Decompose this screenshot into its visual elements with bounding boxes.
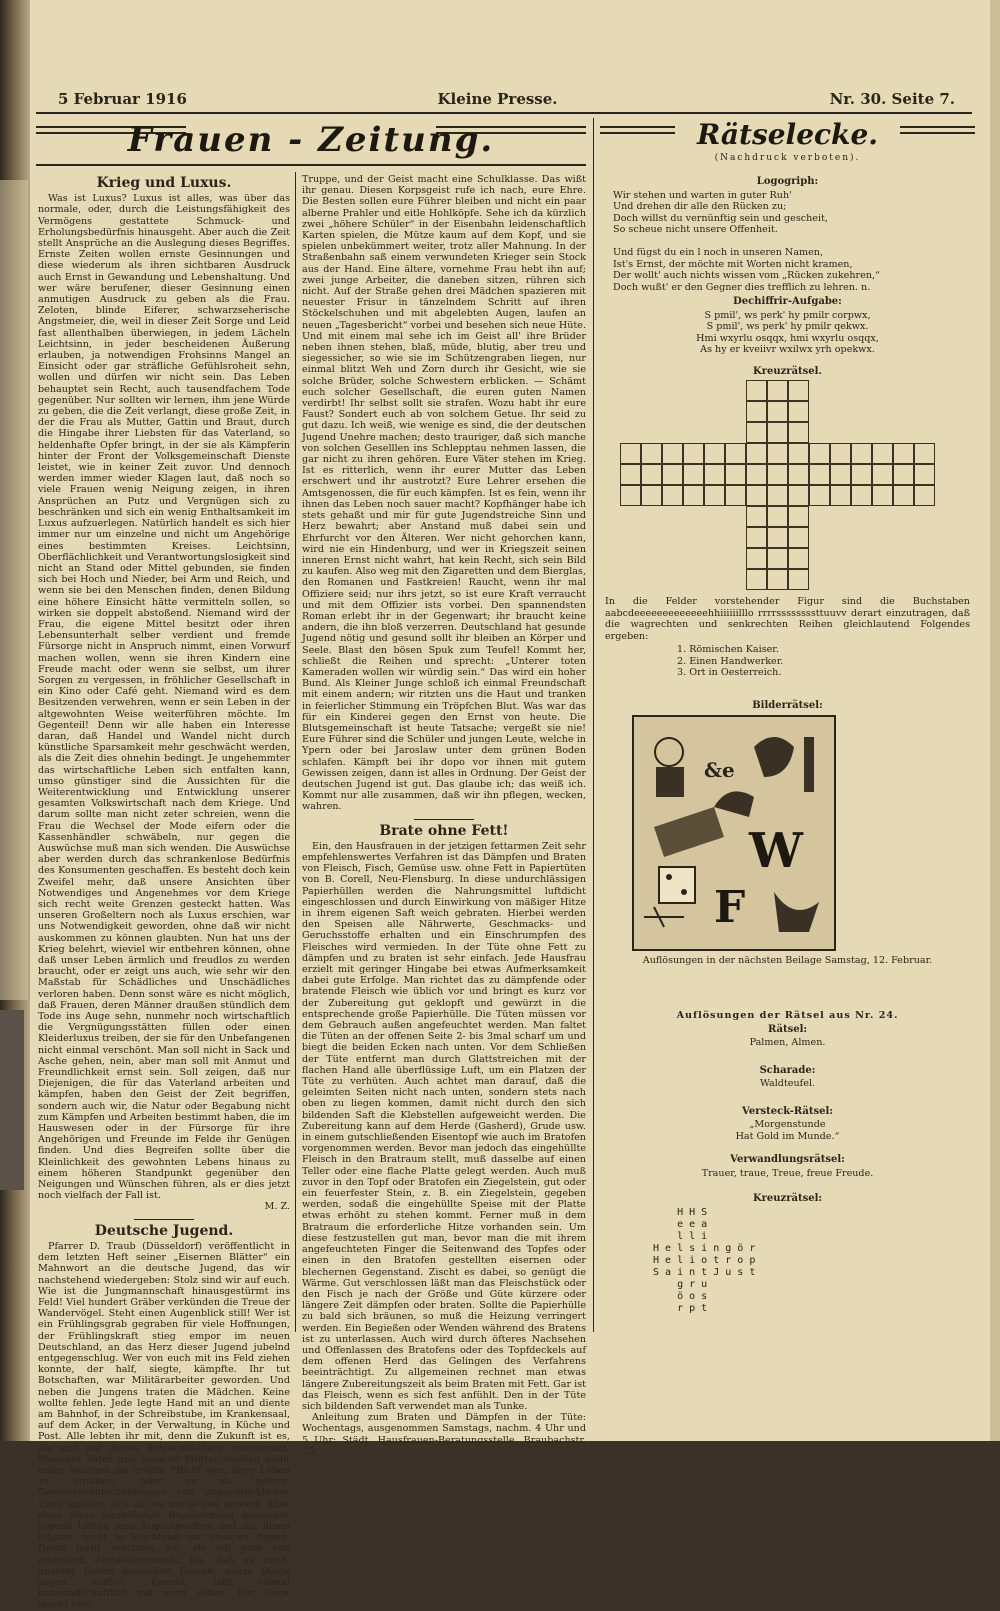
kreuz-cell[interactable]	[641, 464, 662, 485]
kreuz-cell[interactable]	[746, 443, 767, 464]
bild-title: Bilderrätsel:	[752, 700, 823, 711]
kreuz-cell[interactable]	[767, 569, 788, 590]
adjacent-page-photo	[0, 1010, 24, 1190]
kreuz-title: Kreuzrätsel.	[753, 366, 822, 377]
kreuz-instr: In die Felder vorstehender Figur sind die Buchstaben aabcdeeeeeeeeeeeeehhiiiiiilllo rrrrssssssssttuuvv derart einzutragen, daß die wagrechten und senkrechten Reihen gleichlautend Folgendes ergeben:	[605, 596, 970, 642]
kreuz-cell[interactable]	[809, 485, 830, 506]
kreuz-cell[interactable]	[872, 464, 893, 485]
aufl-r4-title: Verwandlungsrätsel:	[730, 1154, 845, 1165]
kreuz-cell[interactable]	[641, 443, 662, 464]
logogriph-line: Doch willst du vernünftig sein und gescheit,	[613, 212, 828, 224]
kreuz-cell[interactable]	[683, 464, 704, 485]
logogriph	[605, 174, 970, 293]
masthead	[40, 90, 955, 112]
kreuz-cell[interactable]	[620, 443, 641, 464]
aufl-r3-line1: „Morgenstunde	[749, 1119, 826, 1130]
dechiffrier-title: Dechiffrir-Aufgabe:	[733, 296, 842, 307]
kreuz-cell[interactable]	[725, 485, 746, 506]
kreuz-cell[interactable]	[704, 485, 725, 506]
raetsel-header	[600, 118, 975, 166]
kreuz-cell[interactable]	[788, 548, 809, 569]
middle-column	[302, 174, 586, 1457]
kreuz-solution-line: r p t	[653, 1302, 708, 1314]
kreuz-cell[interactable]	[809, 443, 830, 464]
aufl-r2-title: Scharade:	[759, 1064, 816, 1076]
left-column	[38, 174, 290, 1611]
kreuz-solution-line: H e l s i n g ö r	[653, 1242, 756, 1254]
logogriph-line: Ist's Ernst, der möchte mit Worten nicht kramen,	[613, 258, 853, 270]
kreuz-cell[interactable]	[914, 485, 935, 506]
kreuz-cell[interactable]	[830, 485, 851, 506]
kreuz-cell[interactable]	[662, 464, 683, 485]
kreuz-cell[interactable]	[851, 485, 872, 506]
kreuz-cell[interactable]	[683, 443, 704, 464]
kreuz-item: 2. Einen Handwerker.	[677, 655, 784, 667]
bilderraetsel-image	[632, 715, 836, 951]
kreuz-cell[interactable]	[788, 464, 809, 485]
kreuz-solution-line: H H S	[653, 1206, 708, 1218]
logogriph-line: Doch wußt' er den Gegner dies trefflich zu lehren. n.	[613, 281, 871, 293]
aufl-r1: Palmen, Almen.	[749, 1037, 826, 1048]
kreuz-cell[interactable]	[893, 443, 914, 464]
dechiffrier-line: As hy er kveiivr wxilwx yrh opekwx.	[700, 344, 875, 355]
svg-text:W: W	[749, 823, 803, 879]
article-title: Deutsche Jugend.	[94, 1222, 234, 1239]
bild-note	[605, 955, 970, 967]
kreuz-cell[interactable]	[788, 443, 809, 464]
kreuz-cell[interactable]	[746, 527, 767, 548]
logogriph-line: Wir stehen und warten in guter Ruh'	[613, 189, 792, 201]
logogriph-line: Und fügst du ein l noch in unseren Namen,	[613, 247, 824, 258]
kreuz-solution-line: ö o s	[653, 1290, 708, 1302]
kreuz-header	[605, 364, 970, 380]
frauen-title: Frauen - Zeitung.	[127, 120, 495, 160]
kreuz-cell[interactable]	[851, 443, 872, 464]
kreuz-cell[interactable]	[662, 485, 683, 506]
kreuz-solution-line: g r u	[653, 1278, 708, 1290]
dechiffrier-line: S pmil', ws perk' hy pmilr qekwx.	[706, 321, 869, 332]
kreuz-cell[interactable]	[893, 464, 914, 485]
kreuz-cell[interactable]	[893, 485, 914, 506]
kreuz-cell[interactable]	[767, 380, 788, 401]
kreuz-cell[interactable]	[725, 443, 746, 464]
kreuz-cell[interactable]	[788, 527, 809, 548]
masthead-paper: Kleine Presse.	[437, 90, 558, 108]
frauen-header	[36, 118, 586, 166]
kreuz-cell[interactable]	[641, 485, 662, 506]
logogriph-line	[613, 236, 970, 248]
kreuz-cell[interactable]	[767, 464, 788, 485]
aufl-r1-title: Rätsel:	[767, 1023, 808, 1035]
kreuz-cell[interactable]	[830, 464, 851, 485]
svg-text:F: F	[714, 882, 746, 933]
kreuz-cell[interactable]	[851, 464, 872, 485]
aufl-r4: Trauer, traue, Treue, freue Freude.	[701, 1167, 874, 1179]
kreuz-cell[interactable]	[788, 401, 809, 422]
dechiffrier-line: Hmi wxyrlu osqqx, hmi wxyrlu osqqx,	[696, 332, 879, 344]
adjacent-page-edge	[0, 180, 28, 1000]
raetsel-subtitle: (Nachdruck verboten).	[714, 153, 861, 163]
bild-note-text: Auflösungen in der nächsten Beilage Samstag, 12. Februar.	[642, 955, 933, 966]
kreuz-cell[interactable]	[746, 569, 767, 590]
masthead-rule	[36, 112, 972, 114]
kreuz-cell[interactable]	[788, 485, 809, 506]
article-signature: M. Z.	[264, 1201, 290, 1213]
kreuz-solution-line: l l i	[653, 1230, 708, 1242]
aufl-r3-title: Versteck-Rätsel:	[742, 1105, 833, 1117]
bild-header	[605, 698, 970, 714]
logogriph-line: So scheue nicht unsere Offenheit.	[613, 224, 778, 235]
kreuz-item: 1. Römischen Kaiser.	[677, 644, 779, 655]
kreuz-cell[interactable]	[767, 443, 788, 464]
kreuz-cell[interactable]	[914, 443, 935, 464]
dechiffrier	[605, 294, 970, 356]
kreuz-cell[interactable]	[704, 443, 725, 464]
kreuz-cell[interactable]	[767, 401, 788, 422]
kreuz-cell[interactable]	[767, 422, 788, 443]
logogriph-title: Logogriph:	[756, 176, 819, 187]
masthead-issue: Nr. 30. Seite 7.	[829, 90, 955, 108]
aufloesungen	[605, 1010, 970, 1315]
raetsel-title: Rätselecke.	[696, 118, 879, 151]
kreuz-cell[interactable]	[788, 422, 809, 443]
kreuz-cell[interactable]	[620, 464, 641, 485]
aufl-r2: Waldteufel.	[759, 1078, 815, 1089]
article-title: Brate ohne Fett!	[379, 822, 509, 839]
dechiffrier-line: S pmil', ws perk' hy pmilr corpwx,	[704, 309, 871, 321]
article-body: Ein, den Hausfrauen in der jetzigen fettarmen Zeit sehr empfehlenswertes Verfahren ist das Dämpfen und Braten von Fleisch, Fisch, Gemüse usw. ohne Fett in Papiertüten von B. Corell, Neu-Flensburg. In diese undurchlässigen Papierhüllen werden die Nahrungsmittel luftdicht eingeschlossen und durch Einwirkung von mäßiger Hitze in ihrem eigenen Saft weich gebraten. Hierbei werden den Speisen alle Nährwerte, Geschmacks- und Geruchsstoffe erhalten und ein Einschrumpfen des Fleisches wird vermieden. In der Tüte ohne Fett zu dämpfen und zu braten ist sehr einfach. Jede Hausfrau erzielt mit geringer Hingabe bei etwas Aufmerksamkeit dabei gute Erfolge. Man richtet das zu dämpfende oder bratende Fleisch wie üblich vor und bringt es kurz vor der Zubereitung gut geklopft und gewürzt in die entsprechende große Papierhülle. Die Tüten müssen vor dem Gebrauch außen angefeuchtet werden. Man faltet die Tüten an der offenen Seite 2- bis 3mal scharf um und biegt die beiden Ecken nach unten. Vor dem Schließen der Tüte entfernt man durch Glattstreichen mit der flachen Hand alle überflüssige Luft, um ein Platzen der Tüte zu verhüten. Auch achtet man darauf, daß die geleimten Seiten nicht nach unten, sondern stets nach oben zu liegen kommen, damit nicht durch den sich bildenden Saft die Klebstellen aufgeweicht werden. Die Zubereitung kann auf dem Herde (Gasherd), Grude usw. in einem gutschließenden Eisentopf wie auch im Bratofen vorgenommen werden. Bevor man jedoch das eingehüllte Fleisch in den Bratraum stellt, muß dasselbe auf einen Teller oder eine flache Platte gelegt werden. Auch muß zuvor in den Topf oder Bratofen ein Ziegelstein, gut oder ein feuerfester Stein, z. B. ein Ziegelstein, gegeben werden, sodaß die eingehüllte Speise mit der Platte etwas erhöht zu stehen kommt. Ferner muß in dem Bratraum die erforderliche Hitze vorhanden sein. Um diese festzustellen gut man, bevor man die mit ihrem angefeuchteten Finger die Seitenwand des Topfes oder einen in den Bratofen gestellten eisernen oder blechernen Gegenstand. Zischt es dabei, so genügt die Wärme. Gut verschlossen läßt man das Fleischstück oder den Fisch je nach der Größe und Güte kürzere oder längere Zeit dämpfen oder braten. Sollte die Papierhülle zu bald sich bräunen, so muß die Heizung verringert werden. Ein Begießen oder Wenden während des Bratens ist zu unterlassen. Auch wird durch öfteres Nachsehen und Offenlassen des Bratofens oder des Topfdeckels auf dem offenen Herd das Gelingen des Verfahrens beeinträchtigt. Zu allgemeinen rechnet man etwas längere Zubereitungszeit als beim Braten mit Fett. Gar ist das Fleisch, wenn es sich fest anfühlt. Den in der Tüte sich bildenden Saft verwendet man als Tunke.	[302, 840, 586, 1412]
kreuz-cell[interactable]	[872, 485, 893, 506]
kreuz-cell[interactable]	[809, 464, 830, 485]
article-body: Truppe, und der Geist macht eine Schulklasse. Das wißt ihr genau. Diesen Korpsgeist rufe ich nach, eure Ehre. Die Besten sollen eure Führer bleiben und nicht ein paar alberne Prahler und eitle Hohlköpfe. Sehe ich da kürzlich zwei „höhere Schüler“ in der Eisenbahn leidenschaftlich Karten spielen, die Mütze kaum auf dem Kopf, und sie spielen unbekümmert weiter, trotz aller Mahnung. In der Straßenbahn saß einem verwundeten Krieger sein Stock aus der Hand. Eine ältere, vornehme Frau hebt ihn auf; zwei junge Arbeiter, die daneben sitzen, rühren sich nicht. Auf der Straße gehen drei Mädchen spazieren mit neuester Frisur in tänzelndem Schritt auf ihren Stöckelschuhen und mit abgelebten Augen, laufen an neuen „Tagesbericht“ vorbei und besehen sich neue Hüte. Und mit einem mal sehe ich im Geist all' ihre Brüder neben ihnen stehen, blaß, müde, blutig, aber treu und siegessicher, so wie sie im Schützengraben liegen, nur einmal blitzt Weh und Zorn durch ihr Gesicht, wie sie solche Brüder, solche Schwestern erblicken. — Schämt euch solcher Gesellschaft, die euren guten Namen verdirbt! Ihr selbst sollt sie strafen. Wozu habt ihr eure Faust? Sondert euch ab von solchem Getue. Ihr seid zu gut dazu. Ich weiß, wie wenige es sind, die der deutschen Jugend Unehre machen; desto trauriger, daß sich manche von solchen Geselllen ins Schlepptau nehmen lassen, die gar nicht zu ihren gehören. Eure Väter stehen im Krieg. Ist es ritterlich, wenn ihr eurer Mutter das Leben erschwert und ihr austrotzt? Eure Lehrer ersehen die Amtsgenossen, die für euch kämpfen. Ist es fein, wenn ihr ihnen das Leben noch sauer macht? Kopfhänger habe ich stets gehaßt und mir für gute Jugendstreiche Sinn und Herz bewahrt; aber Anstand muß dabei sein und Ehrfurcht vor den Älteren. Wer nicht gehorchen kann, wird nie ein Hindenburg, und wer in Kriegszeit seinen inneren Ernst nicht wahrt, hat kein Recht, sich sein Bild zu kaufen. Also weg mit den Zigaretten und dem Bierglas, den Romanen und Fastkreien! Raucht, wenn ihr mal Offiziere seid; nur ihrs jetzt, so ist eure Kraft verraucht und mit dem Offizier ists vorbei. Den spannendsten Roman erlebt ihr in der Gegenwart; ihr braucht keine andern, die ihn bloß verzerren. Deutschland hat gesunde Jugend nötig und gesund sollt ihr bleiben an Körper und Seele. Blast den bösen Spuk zum Teufel! Kommt her, schließt die Reihen und sprecht: „Unterer toten Kameraden wollen wir würdig sein.“ Das wird ein hoher Bund. Als Kleiner Junge schloß ich einmal Freundschaft mit einem andern; wir ritzten uns die Haut und tranken in feierlicher Stimmung ein Tröpfchen Blut. Was war das für ein Kinderei gegen den Ernst von heute. Die Blutsgemeinschaft ist heute Tatsache; vergeßt sie nie! Eure Führer sind die Schüler und jungen Leute, welche in Ypern oder bei Jaroslaw unter dem grünen Boden schlafen. Kämpft bei ihr dopo vor ihnen mit gutem Gewissen zeigen, dann ist alles in Ordnung. Der Geist der deutschen Jugend ist gut. Das glaube ich; das weiß ich. Kommt nur alle zusammen, daß wir ihn pflegen, wecken, wahren.	[302, 174, 586, 813]
kreuz-cell[interactable]	[767, 485, 788, 506]
column-divider	[593, 118, 594, 1332]
article-body: Was ist Luxus? Luxus ist alles, was über das normale, oder, durch die Leistungsfähigkeit des Vermögens gestattete Schmuck- und Erholungsbedürfnis hinausgeht. Aber auch die Zeit stellt Ansprüche an die Auslegung dieses Begriffes. Ernste Zeiten wollen ernste Gesinnungen und diese wiederum als ihren sichtbaren Ausdruck auch Ernst in Gewandung und Lebenshaltung. Und wer wäre berufener, dieser Gesinnung einen anmutigen Ausdruck zu geben als die Frau. Zeloten, blinde Eiferer, schwarzseherische Angstmeier, die, weil in dieser Zeit Sorge und Leid fast allenthalben überwiegen, in jedem Lächeln Leichtsinn, in jeder bescheidenen Äußerung erlauben, ja notwendigen Frohsinns Mangel an Einsicht oder gar sträfliche Gefühlsroheit sehn, wollen und dürfen wir nicht sein. Das Leben behauptet sein Recht, auch tausendfachem Tode gegenüber. Nur sollten wir lernen, ihm jene Würde zu geben, die die Zeit verlangt, diese große Zeit, in der die Frau als Mutter, Gattin und Braut, durch die Hingabe ihrer Liebsten für das Vaterland, so heldenhafte Opfer bringt, in der sie als Kämpferin hinter der Front der Volksgemeinschaft Dienste leistet, wie in keiner Zeit zuvor. Und dennoch werden immer wieder Klagen laut, daß noch so viele Frauen wenig Neigung zeigen, in ihren Ansprüchen an Putz und Vergnügen sich zu beschränken und sich ein wenig Enthaltsamkeit im Luxus aufzuerlegen. Natürlich handelt es sich hier immer nur um einzelne und nicht um Angehörige eines bestimmten Kreises. Leichtsinn, Oberflächlichkeit und Verantwortungslosigkeit sind nicht an Stand oder Mittel gebunden, sie finden sich bei Hoch und Nieder, bei Arm und Reich, und wenn sie bei den Menschen finden, denen Bildung eine höhere Einsicht hätte vermitteln sollen, so wirken sie doppelt abstoßend. Niemand wird der Frau, die eigene Mittel besitzt oder ihren Lebensunterhalt selber verdient und fremde Fürsorge nicht in Anspruch nimmt, einen Vorwurf machen wollen, wenn sie ihren Kindern eine Freude macht oder wenn sie selbst, um ihrer Sorgen zu vergessen, in fröhlicher Gesellschaft in ein Kino oder Café geht. Niemand wird es dem Besitzenden verwehren, wenn er sein Leben in der altgewohnten Weise weiterführen möchte. Im Gegenteil! Denn wir alle haben ein Interesse daran, daß Handel und Wandel nicht durch künstliche Sparsamkeit mehr geschwächt werden, als die Zeit dies ohnehin bedingt. Je ungehemmter das wirtschaftliche Leben sich entfalten kann, umso günstiger sind die Aussichten für die Weiterentwicklung und Entwicklung unserer gesamten Volkswirtschaft nach dem Kriege. Und darum sollte man nicht zeter schreien, wenn die Frau die Wechsel der Mode eifern oder die Kassenhändler schwäbeln, nur gegen die Auswüchse muß man sich wenden. Die Auswüchse aber werden durch das schrankenlose Bedürfnis des Konsumenten geschaffen. Es besteht doch kein Zweifel mehr, daß unsere Ansichten über Notwendiges und Angenehmes vor dem Kriege sich recht weite Grenzen gesteckt hatten. Was unseren Großeltern noch als Luxus erschien, war uns Notwendigkeit geworden, ohne daß wir nicht auskommen zu können glaubten. Nun hat uns der Krieg belehrt, wieviel wir entbehren können, ohne daß unser Leben ärmlich und freudlos zu werden braucht, oder er zeigt uns auch, wie sehr wir den Maßstab für Schädliches und Unschädliches verloren haben. Denn sonst wäre es nicht möglich, daß Frauen, deren Männer draußen stündlich dem Tode ins Auge sehn, nunmehr noch wirtschaftlich die Vergnügungsstätten füllen oder einen Kleiderluxus treiben, der sie für den Unbefangenen nicht einmal verschönt. Man soll nicht in Sack und Asche gehen, nein, aber man soll mit Anmut und Freundlichkeit ernst sein. Soll zeigen, daß nur Diejenigen, die für das Vaterland arbeiten und kämpfen, haben den Geist der Zeit begriffen, sondern auch wir, die Natur oder Begabung nicht zum Kämpfen und Arbeiten bestimmt haben, die im Hauswesen oder in der Fürsorge für ihre Angehörigen und Freunde im Felde ihr Genügen finden. Und dies Begreifen sollte über die Kleinlichkeit des gewohnten Lebens hinaus zu einem höheren Standpunkt gegenüber den Neigungen und Wünschen führen, als er dies jetzt noch vielfach der Fall ist.	[38, 193, 290, 1202]
kreuz-cell[interactable]	[746, 401, 767, 422]
aufl-title: Auflösungen der Rätsel aus Nr. 24.	[676, 1010, 899, 1021]
logogriph-line: Der wollt' auch nichts wissen vom „Rücken zukehren,“	[613, 270, 880, 281]
kreuz-cell[interactable]	[683, 485, 704, 506]
aufl-r5-title: Kreuzrätsel:	[752, 1193, 823, 1204]
kreuz-solution-line: S a i n t J u s t	[653, 1266, 756, 1278]
aufl-r3-line2: Hat Gold im Munde.“	[735, 1130, 840, 1142]
kreuz-cell[interactable]	[662, 443, 683, 464]
article-title: Krieg und Luxus.	[96, 175, 232, 191]
kreuz-cell[interactable]	[725, 464, 746, 485]
kreuz-cell[interactable]	[746, 464, 767, 485]
kreuz-item: 3. Ort in Oesterreich.	[677, 667, 782, 678]
svg-text:&e: &e	[704, 758, 735, 782]
article-footer: Anleitung zum Braten und Dämpfen in der Tüte: Wochentags, ausgenommen Samstags, nachm. 4 Uhr und 5 Uhr: Städt. Hausfrauen-Beratungsstelle, Braubachstr. 25.	[302, 1412, 586, 1457]
kreuz-cell[interactable]	[872, 443, 893, 464]
kreuz-instructions	[605, 596, 970, 679]
kreuz-cell[interactable]	[704, 464, 725, 485]
kreuz-cell[interactable]	[914, 464, 935, 485]
kreuz-cell[interactable]	[767, 506, 788, 527]
kreuz-cell[interactable]	[767, 548, 788, 569]
article-body: Pfarrer D. Traub (Düsseldorf) veröffentlicht in dem letzten Heft seiner „Eisernen Blätter“ ein Mahnwort an die deutsche Jugend, das wir nachstehend wiedergeben: Stolz sind wir auf euch. Wie ist die Jungmannschaft hinausgestürmt ins Feld! Viel hundert Gräber verkünden die Treue der Wandervögel. Steht einen Augenblick still! Wer ist ein Frühlingsgrab gegraben für viele Hoffnungen, der Frühlingskraft stieg empor im neuen Deutschland, an das Herz dieser Jugend jubelnd entgegenschlug. Wer von euch mit ins Feld ziehen konnte, der half, siegte, kämpfte. Ihr tut Botschaften, war Militärarbeiter geworden. Und neben die Jungens traten die Mädchen. Keine wollte fehlen. Jede legte Hand mit an und diente am Bahnhof, in der Schreibstube, im Krankensaal, auf dem Acker, in der Verwaltung, in Küche und Post. Alle lebten ihr mit, denn die Zukunft ist es, die sich auf diesen Schlachtfeldern entscheidet. Mancher Vater und manche Mutter wußten nicht mehr, welches die größte Pflicht war, ihrer Leben zu erhalten, oder es zu opfern. Gewissensentscheidungen von unausdrücklicher Tiefe spielten sich ab; es wurde viel gewagt. Aber ohne diese hinreißende Begeisterung deutscher Jugend hätten jene Augustwochen und die ihnen folgten, nicht so leuchtend vor unseren Augen. Desto mehr erschrak ich, als ich jetzt von manchem Armeekommando las, daß es euch, unserer lieben deutschen Jugend, ganze Dinge sagen mußte. Kommt, laßt einmal kameradschaftlich mit euch reden. Der Geist macht eine	[38, 1240, 290, 1611]
kreuz-cell[interactable]	[830, 443, 851, 464]
kreuz-solution-line: H e l i o t r o p	[653, 1254, 756, 1266]
kreuz-cell[interactable]	[746, 485, 767, 506]
kreuz-cell[interactable]	[767, 527, 788, 548]
page-edge	[990, 0, 1000, 1441]
kreuz-grid[interactable]	[620, 380, 950, 590]
kreuz-cell[interactable]	[788, 569, 809, 590]
masthead-date: 5 Februar 1916	[58, 90, 187, 108]
kreuz-cell[interactable]	[620, 485, 641, 506]
column-divider	[295, 172, 296, 1332]
kreuz-cell[interactable]	[746, 422, 767, 443]
logogriph-line: Und drehen dir alle den Rücken zu;	[613, 201, 787, 212]
kreuz-cell[interactable]	[746, 506, 767, 527]
kreuz-cell[interactable]	[788, 506, 809, 527]
rebus-picture	[634, 717, 834, 949]
kreuz-solution-line: e e a	[653, 1218, 708, 1230]
kreuz-cell[interactable]	[788, 380, 809, 401]
kreuz-cell[interactable]	[746, 380, 767, 401]
kreuz-cell[interactable]	[746, 548, 767, 569]
